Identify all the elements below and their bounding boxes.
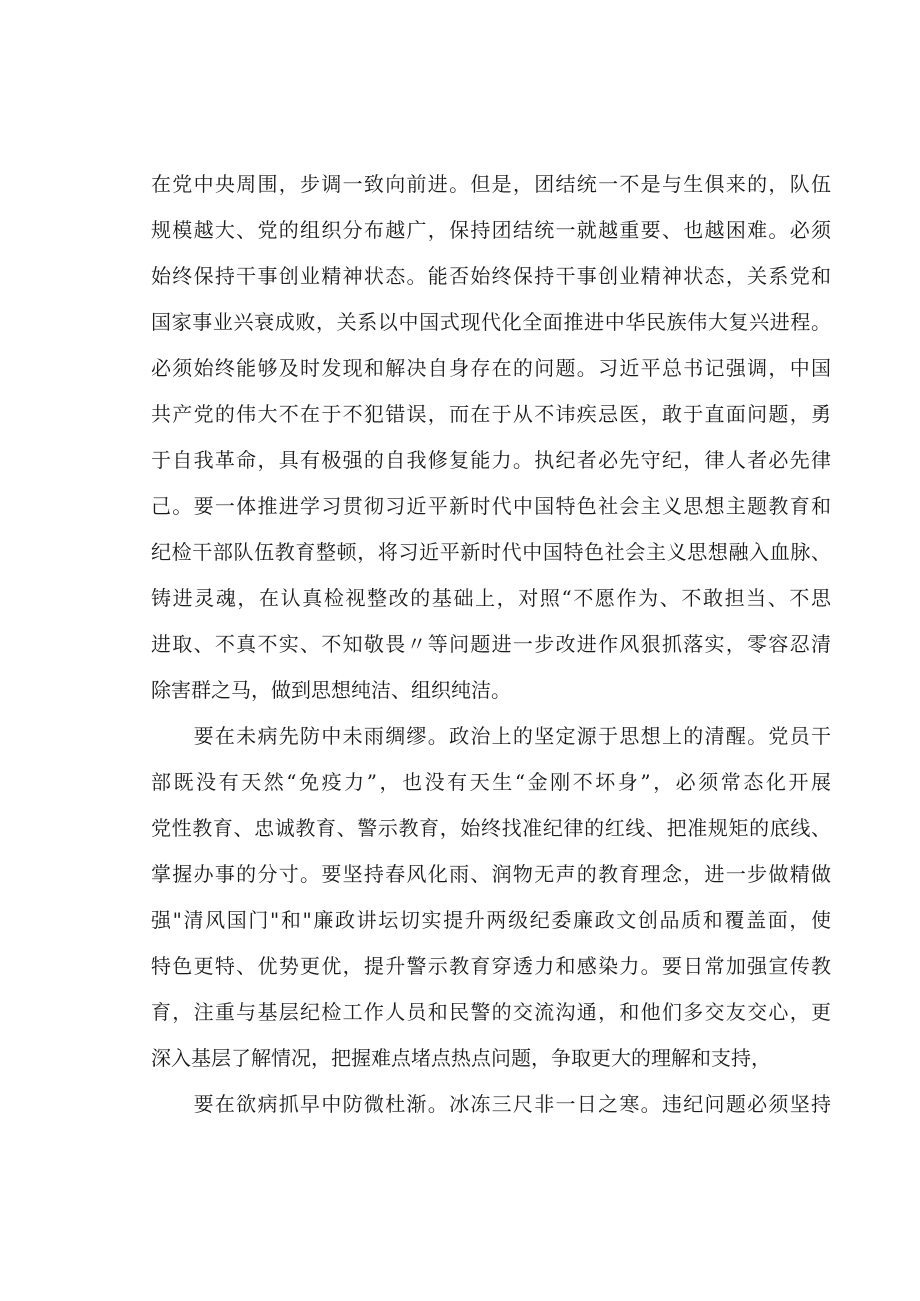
paragraph xyxy=(151,713,831,1081)
text-line: 始终保持干事创业精神状态。能否始终保持干事创业精神状态，关系党和 xyxy=(151,264,831,288)
text-line: 深入基层了解情况，把握难点堵点热点问题，争取更大的理解和支持， xyxy=(151,1046,771,1070)
text-line: 部既没有天然“免疫力”，也没有天生“金刚不坏身”，必须常态化开展 xyxy=(151,770,831,794)
paragraph xyxy=(151,1081,831,1127)
text-line: 国家事业兴衰成败，关系以中国式现代化全面推进中华民族伟大复兴进程。 xyxy=(151,310,831,334)
text-line: 己。要一体推进学习贯彻习近平新时代中国特色社会主义思想主题教育和 xyxy=(151,494,831,518)
text-line: 特色更特、优势更优，提升警示教育穿透力和感染力。要日常加强宣传教 xyxy=(151,954,831,978)
text-line: 强"清风国门"和"廉政讲坛切实提升两级纪委廉政文创品质和覆盖面，使 xyxy=(151,908,831,932)
text-line: 共产党的伟大不在于不犯错误，而在于从不讳疾忌医，敢于直面问题，勇 xyxy=(151,402,831,426)
body-text xyxy=(151,161,831,1127)
text-line: 铸进灵魂，在认真检视整改的基础上，对照“不愿作为、不敢担当、不思 xyxy=(151,586,831,610)
text-line: 要在欲病抓早中防微杜渐。冰冻三尺非一日之寒。违纪问题必须坚持 xyxy=(151,1092,831,1116)
text-line: 除害群之马，做到思想纯洁、组织纯洁。 xyxy=(151,678,511,702)
text-line: 进取、不真不实、不知敬畏〃等问题进一步改进作风狠抓落实，零容忍清 xyxy=(151,632,831,656)
text-line: 在党中央周围，步调一致向前进。但是，团结统一不是与生俱来的，队伍 xyxy=(151,172,831,196)
text-line: 掌握办事的分寸。要坚持春风化雨、润物无声的教育理念，进一步做精做 xyxy=(151,862,831,886)
text-line: 纪检干部队伍教育整顿，将习近平新时代中国特色社会主义思想融入血脉、 xyxy=(151,540,831,564)
text-line: 要在未病先防中未雨绸缪。政治上的坚定源于思想上的清醒。党员干 xyxy=(151,724,831,748)
text-line: 育，注重与基层纪检工作人员和民警的交流沟通，和他们多交友交心，更 xyxy=(151,1000,831,1024)
paragraph xyxy=(151,161,831,713)
text-line: 党性教育、忠诚教育、警示教育，始终找准纪律的红线、把准规矩的底线、 xyxy=(151,816,831,840)
text-line: 必须始终能够及时发现和解决自身存在的问题。习近平总书记强调，中国 xyxy=(151,356,831,380)
text-line: 规模越大、党的组织分布越广，保持团结统一就越重要、也越困难。必须 xyxy=(151,218,831,242)
text-line: 于自我革命，具有极强的自我修复能力。执纪者必先守纪，律人者必先律 xyxy=(151,448,831,472)
